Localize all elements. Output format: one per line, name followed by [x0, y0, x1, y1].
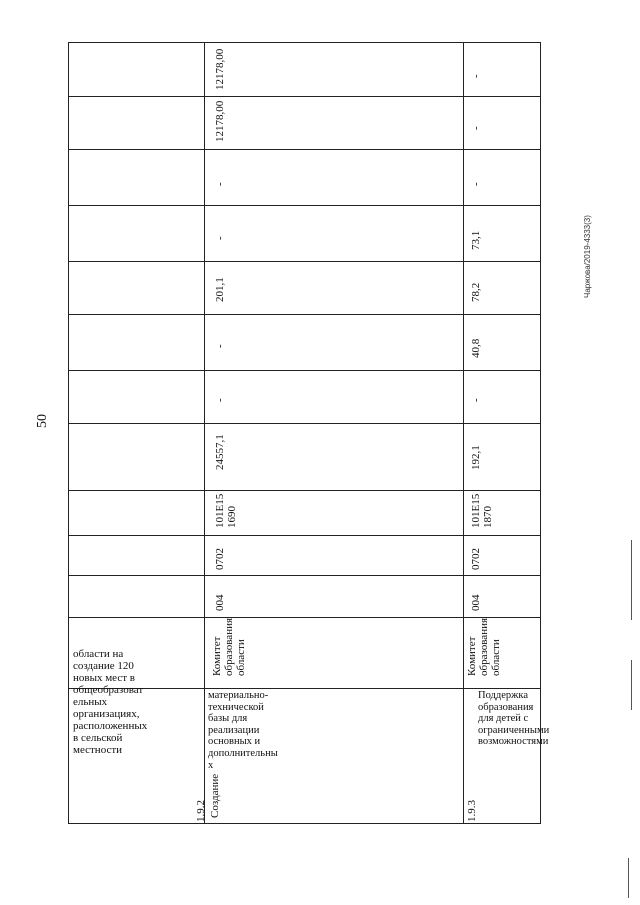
row-1-v4: 201,1	[214, 277, 226, 302]
row-2-v5: 73,1	[470, 230, 482, 250]
row-1-v7: 12178,00	[214, 100, 226, 142]
row-2-v4: 78,2	[470, 282, 482, 302]
row-1-v5: -	[214, 236, 226, 240]
row-1-rzpr: 0702	[214, 548, 226, 570]
row-0-name: области на создание 120 новых мест в общеобразоват ельных организациях, расположенных в сельской местности	[73, 648, 148, 756]
row-1-v2: -	[214, 398, 226, 402]
row-1-executor-0: Комитет	[211, 636, 223, 676]
row-1-name: Создание	[209, 773, 221, 818]
row-1-id: 1.9.2	[195, 800, 207, 822]
row-2-v2: -	[470, 398, 482, 402]
page-number: 50	[35, 414, 50, 428]
row-2-rzpr: 0702	[470, 548, 482, 570]
row-1-name-block: материально- технической базы для реализации основных и дополнительны х	[208, 690, 278, 771]
row-2-v7: -	[470, 126, 482, 130]
row-1-v6: -	[214, 182, 226, 186]
row-2-csr-0: 101E15	[470, 493, 482, 528]
row-2-grbs: 004	[470, 594, 482, 611]
row-2-id: 1.9.3	[466, 800, 478, 822]
row-1-csr-0: 101E15	[214, 493, 226, 528]
row-1-executor-1: образования	[223, 617, 235, 676]
row-2-v8: -	[470, 74, 482, 78]
row-2-v6: -	[470, 182, 482, 186]
row-2-name: Поддержка образования для детей с ограниченными возможностями	[478, 690, 550, 748]
row-1-grbs: 004	[214, 594, 226, 611]
scan-edge-mark	[628, 858, 629, 898]
row-1-csr-1: 1690	[226, 506, 238, 528]
scan-edge-mark	[631, 540, 632, 620]
row-1-v8: 12178,00	[214, 48, 226, 90]
row-2-executor-1: образования	[478, 617, 490, 676]
row-1-v1: 24557,1	[214, 434, 226, 470]
row-2-csr-1: 1870	[482, 506, 494, 528]
row-2-v1: 192,1	[470, 445, 482, 470]
row-1-executor-2: области	[235, 639, 247, 676]
scan-edge-mark	[631, 660, 632, 710]
row-2-executor-0: Комитет	[466, 636, 478, 676]
file-reference: Чаржова/2019-4333(3)	[583, 215, 592, 298]
row-1-v3: -	[214, 344, 226, 348]
row-2-v3: 40,8	[470, 338, 482, 358]
row-2-executor-2: области	[490, 639, 502, 676]
